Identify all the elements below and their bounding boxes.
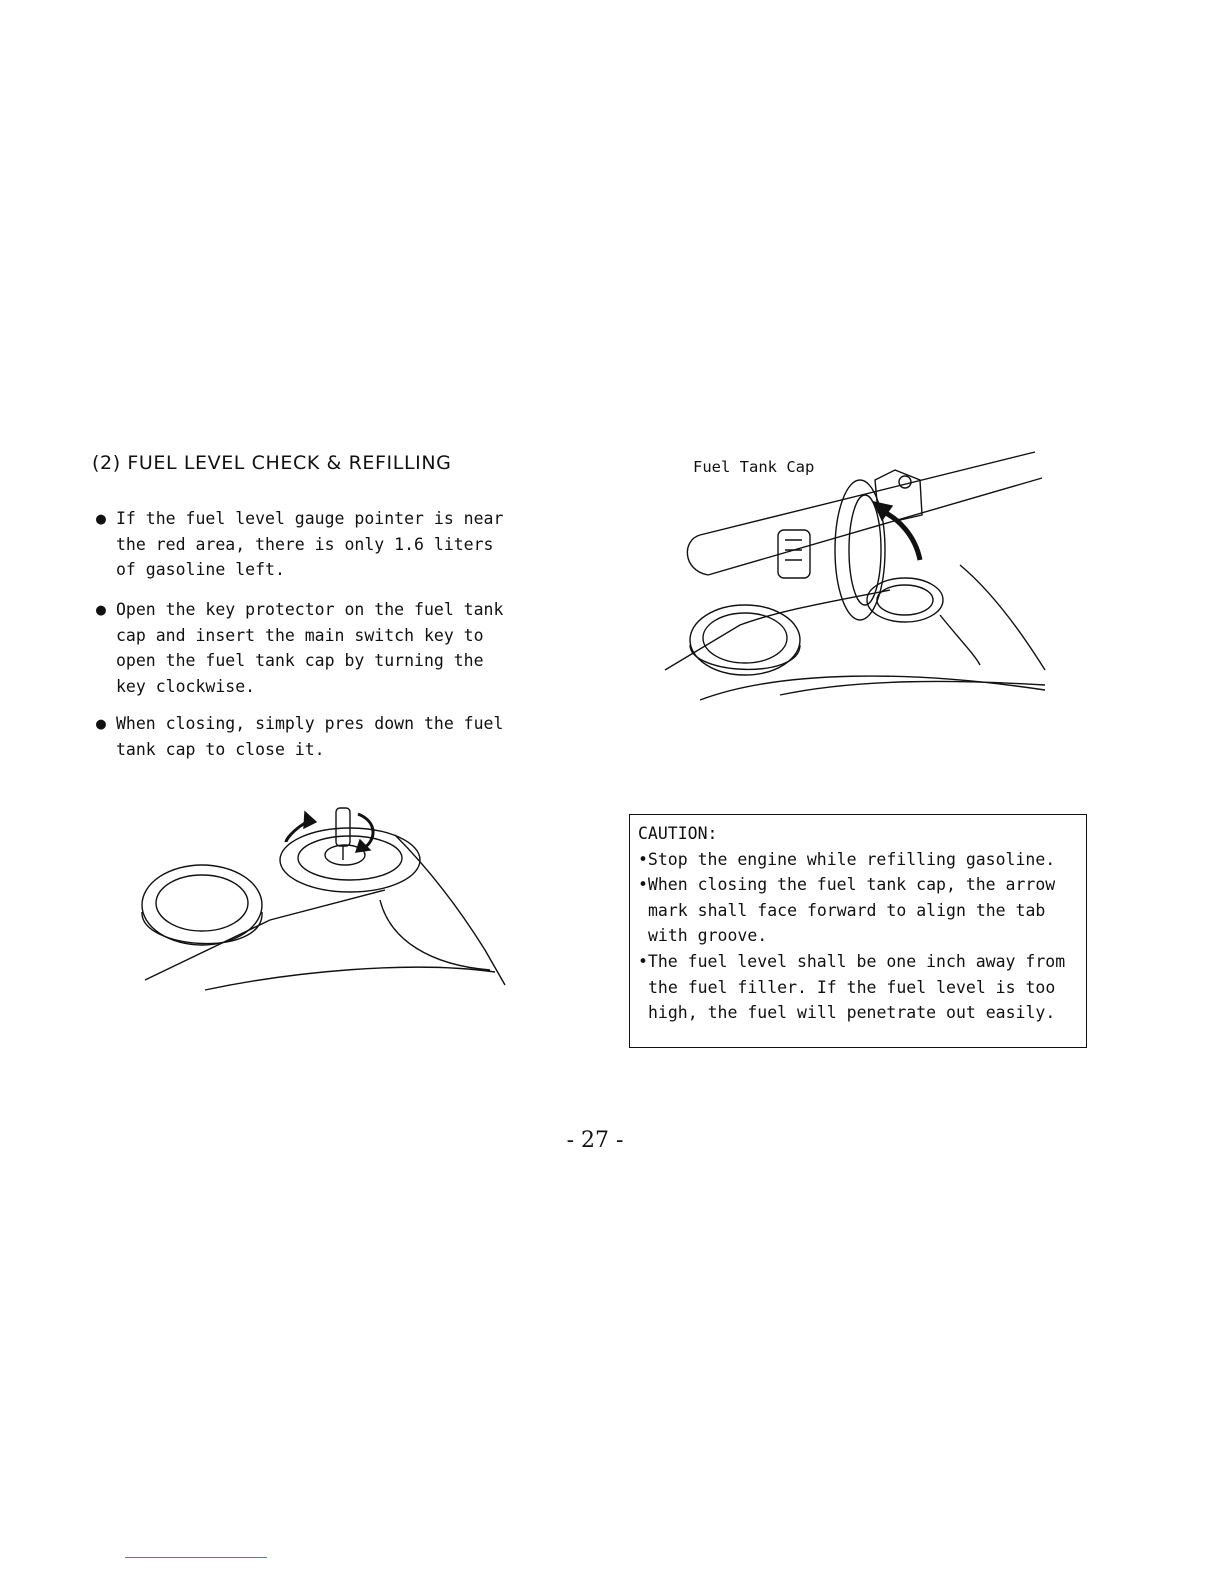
caution-box [629,814,1087,1048]
bullet-line: key clockwise. [116,676,256,696]
bullet-item-3 [96,711,536,762]
caution-line: •Stop the engine while refilling gasoline. [638,849,1056,869]
bullet-line: open the fuel tank cap by turning the [116,651,484,670]
caution-line: mark shall face forward to align the tab [648,900,1046,920]
footer-rule [125,1557,267,1558]
caution-line: with groove. [648,926,768,946]
caution-line: •When closing the fuel tank cap, the arrow [638,875,1056,895]
bullet-line: the red area, there is only 1.6 liters [116,534,494,554]
bullet-line: tank cap to close it. [116,739,325,759]
caution-line: high, the fuel will penetrate out easily. [648,1003,1056,1023]
bullet-marker: ● [96,714,106,733]
bullet-marker: ● [96,600,106,619]
bullet-line: If the fuel level gauge pointer is near [116,509,504,528]
key-insertion-illustration [140,800,520,995]
bullet-line: Open the key protector on the fuel tank [116,600,504,619]
caution-title: CAUTION: [638,824,718,843]
fuel-tank-cap-label: Fuel Tank Cap [693,458,815,476]
caution-line: •The fuel level shall be one inch away from [638,951,1066,971]
fuel-tank-cap-illustration [660,440,1050,710]
bullet-line: cap and insert the main switch key to [116,625,484,645]
section-title: (2) FUEL LEVEL CHECK & REFILLING [92,452,452,474]
bullet-marker: ● [96,509,106,528]
bullet-line: When closing, simply pres down the fuel [116,714,504,733]
bullet-item-2 [96,597,536,699]
bullet-line: of gasoline left. [116,560,285,579]
page-number: - 27 - [566,1128,624,1153]
caution-line: the fuel filler. If the fuel level is too [648,977,1056,997]
bullet-item-1 [96,506,536,583]
